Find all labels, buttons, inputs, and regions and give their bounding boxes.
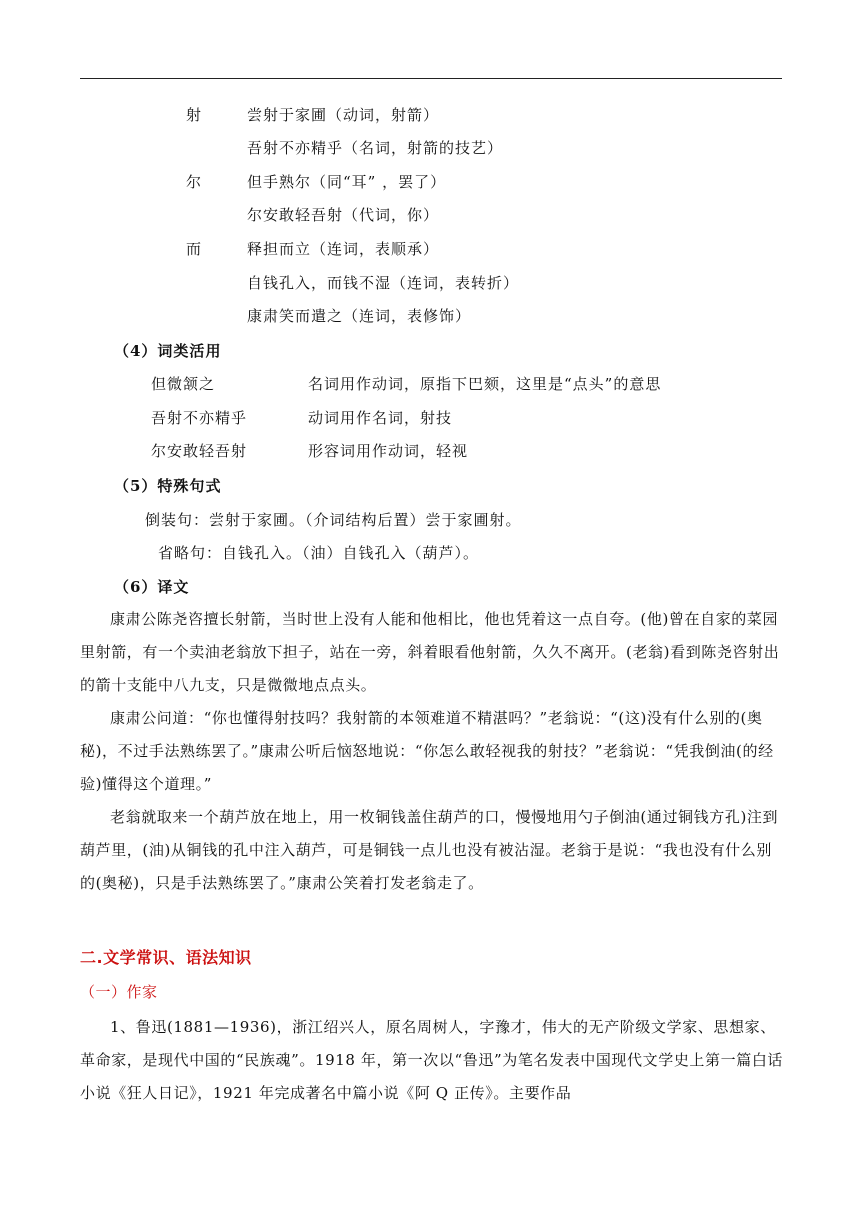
phrase: 但微颔之 <box>151 375 216 393</box>
example-line: 康肃笑而遣之（连词，表修饰） <box>247 307 472 325</box>
phrase-desc: 名词用作动词，原指下巴颏，这里是“点头”的意思 <box>308 375 662 393</box>
phrase-desc: 动词用作名词，射技 <box>308 409 453 427</box>
phrase: 尔安敢轻吾射 <box>151 442 248 460</box>
translation-body <box>80 603 784 900</box>
header-rule <box>80 78 782 79</box>
translation-paragraph: 康肃公陈尧咨擅长射箭，当时世上没有人能和他相比，他也凭着这一点自夸。(他)曾在自家的菜园里射箭，有一个卖油老翁放下担子，站在一旁，斜着眼看他射箭，久久不离开。(老翁)看到陈尧咨射出的箭十支能中八九支，只是微微地点点头。 <box>80 610 780 694</box>
example-line: 吾射不亦精乎（名词，射箭的技艺） <box>247 139 504 157</box>
sentence-line: 倒装句：尝射于家圃。（介词结构后置）尝于家圃射。 <box>145 511 522 529</box>
word-she: 射 <box>186 106 203 124</box>
example-line: 释担而立（连词，表顺承） <box>247 240 440 258</box>
phrase-desc: 形容词用作动词，轻视 <box>308 442 469 460</box>
section-heading: （6）译文 <box>114 578 190 596</box>
example-line: 但手熟尔（同“耳” ，罢了） <box>247 173 447 191</box>
word-er2: 而 <box>186 240 203 258</box>
part-heading: 二.文学常识、语法知识 <box>80 948 252 967</box>
translation-paragraph: 老翁就取来一个葫芦放在地上，用一枚铜钱盖住葫芦的口，慢慢地用勺子倒油(通过铜钱方孔)注到葫芦里，(油)从铜钱的孔中注入葫芦，可是铜钱一点儿也没有被沾湿。老翁于是说：“我也没有什么别的(奥秘)，只是手法熟练罢了。”康肃公笑着打发老翁走了。 <box>80 808 779 892</box>
sentence-line: 省略句：自钱孔入。（油）自钱孔入（葫芦）。 <box>158 544 480 562</box>
author-paragraph: 1、鲁迅(1881—1936)，浙江绍兴人，原名周树人，字豫才，伟大的无产阶级文学家、思想家、革命家，是现代中国的“民族魂”。1918 年，第一次以“鲁迅”为笔名发表中国现代文学史上第一篇白话小说《狂人日记》，1921 年完成著名中篇小说《阿 Q 正传》。主要作品 <box>80 1018 784 1102</box>
example-line: 尔安敢轻吾射（代词，你） <box>247 206 440 224</box>
section-heading: （4）词类活用 <box>114 342 222 360</box>
phrase: 吾射不亦精乎 <box>151 409 248 427</box>
example-line: 尝射于家圃（动词，射箭） <box>247 106 440 124</box>
translation-paragraph: 康肃公问道：“你也懂得射技吗？我射箭的本领难道不精湛吗？”老翁说：“(这)没有什么别的(奥秘)，不过手法熟练罢了。”康肃公听后恼怒地说：“你怎么敢轻视我的射技？”老翁说：“凭我倒油(的经验)懂得这个道理。” <box>80 709 774 793</box>
section-heading: （5）特殊句式 <box>114 477 222 495</box>
example-line: 自钱孔入，而钱不湿（连词，表转折） <box>247 274 520 292</box>
word-er: 尔 <box>186 173 203 191</box>
sub-heading: （一）作家 <box>80 983 158 1001</box>
author-body <box>80 1011 784 1110</box>
